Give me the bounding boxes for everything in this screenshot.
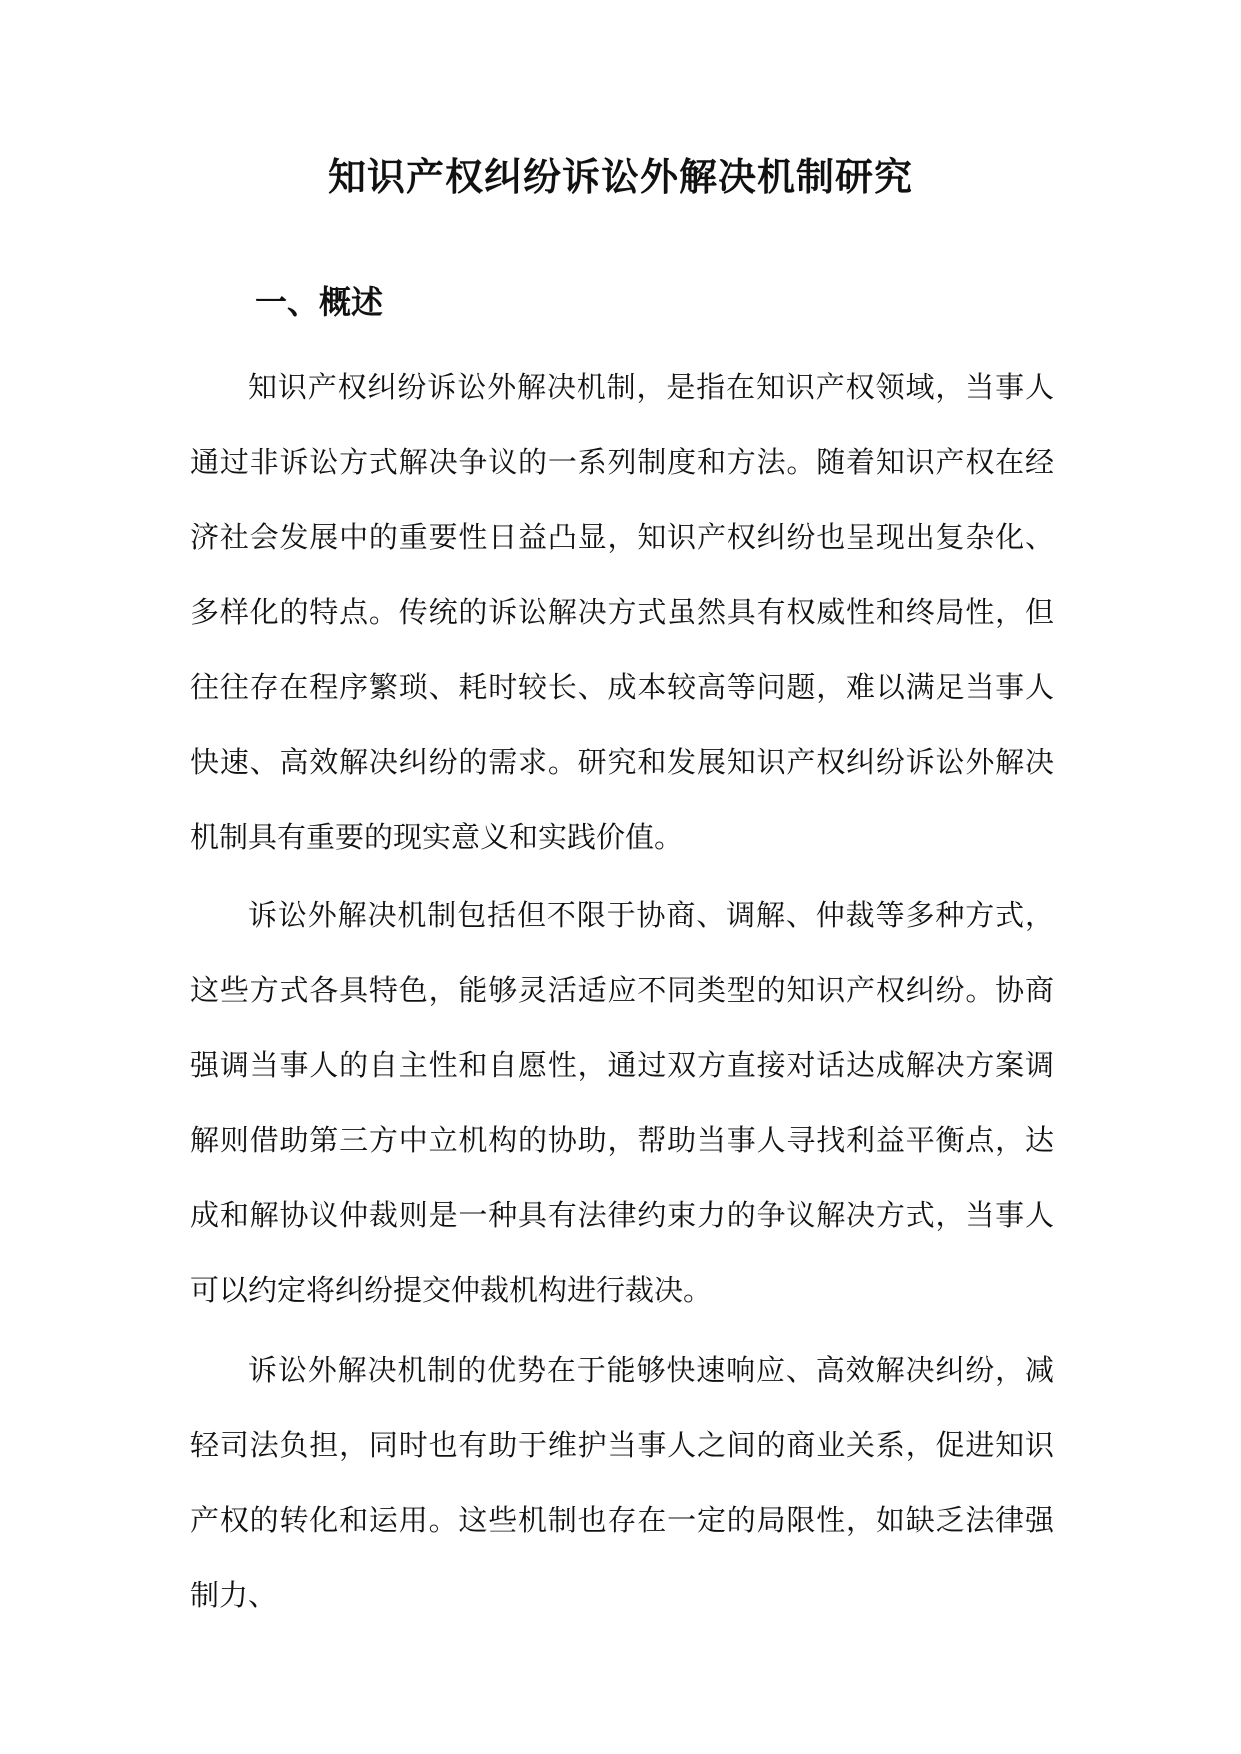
body-paragraph: 知识产权纠纷诉讼外解决机制，是指在知识产权领域，当事人通过非诉讼方式解决争议的一系列制度和方法。随着知识产权在经济社会发展中的重要性日益凸显，知识产权纠纷也呈现出复杂化、多样化的特点。传统的诉讼解决方式虽然具有权威性和终局性，但往往存在程序繁琐、耗时较长、成本较高等问题，难以满足当事人快速、高效解决纠纷的需求。研究和发展知识产权纠纷诉讼外解决机制具有重要的现实意义和实践价值。 — [190, 370, 1054, 854]
section-heading: 一、概述 — [255, 283, 384, 321]
body-paragraph: 诉讼外解决机制包括但不限于协商、调解、仲裁等多种方式，这些方式各具特色，能够灵活适应不同类型的知识产权纠纷。协商强调当事人的自主性和自愿性，通过双方直接对话达成解决方案调解则借助第三方中立机构的协助，帮助当事人寻找利益平衡点，达成和解协议仲裁则是一种具有法律约束力的争议解决方式，当事人可以约定将纠纷提交仲裁机构进行裁决。 — [190, 898, 1054, 1307]
document-title: 知识产权纠纷诉讼外解决机制研究 — [327, 154, 913, 199]
body-paragraph: 诉讼外解决机制的优势在于能够快速响应、高效解决纠纷，减轻司法负担，同时也有助于维护当事人之间的商业关系，促进知识产权的转化和运用。这些机制也存在一定的局限性，如缺乏法律强制力、 — [190, 1353, 1054, 1612]
